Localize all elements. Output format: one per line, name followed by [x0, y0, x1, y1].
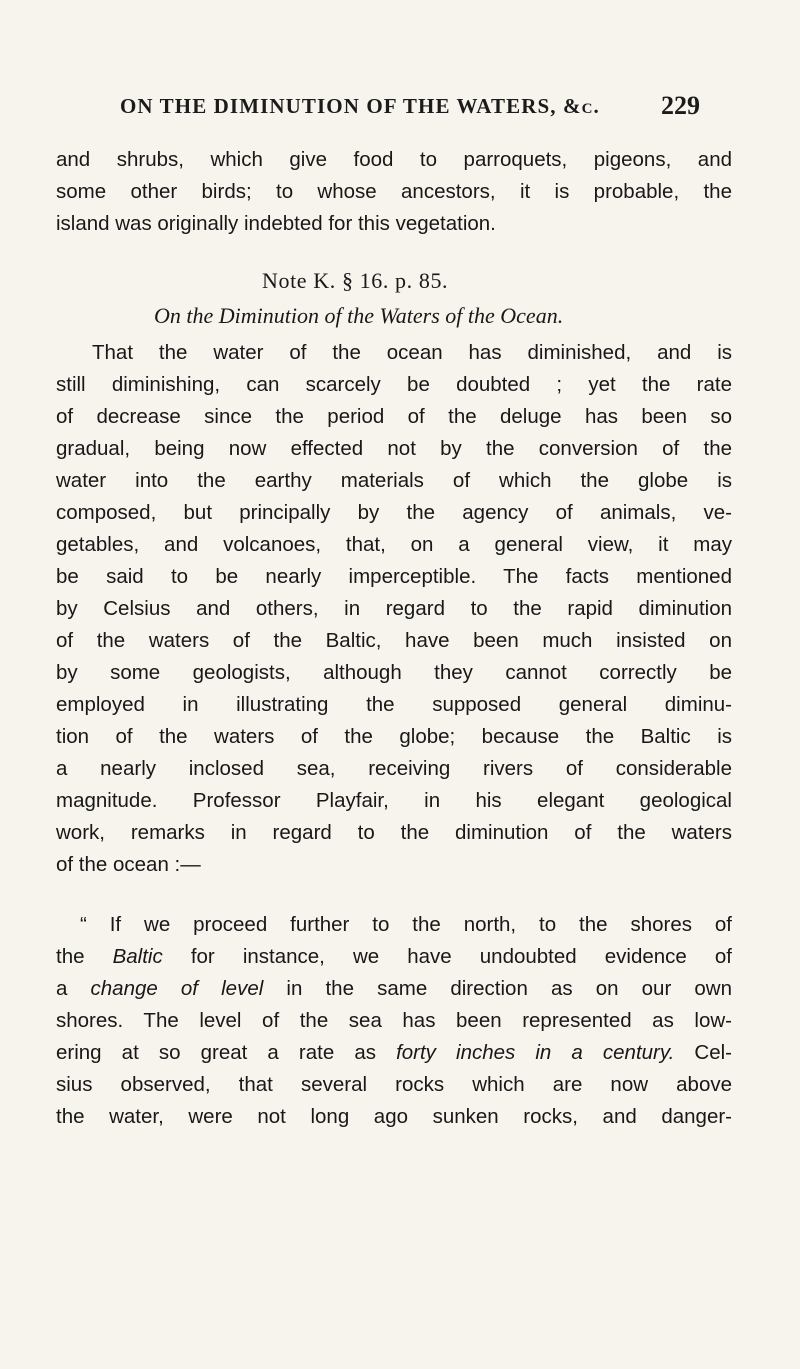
text-line: water into the earthy materials of which the globe is: [56, 469, 732, 492]
quote-line: sius observed, that several rocks which are now above: [56, 1073, 732, 1096]
text-line: That the water of the ocean has diminished, and is: [92, 341, 732, 364]
quote-text: in the same direction as on our own: [263, 977, 733, 1000]
quote-line: “ If we proceed further to the north, to the shores of: [80, 913, 732, 936]
text-line: by Celsius and others, in regard to the rapid diminution: [56, 597, 732, 620]
quote-text: the: [56, 945, 113, 968]
quote-line: the water, were not long ago sunken rocks, and danger-: [56, 1105, 732, 1128]
quote-line: [56, 942, 732, 972]
quote-line: shores. The level of the sea has been represented as low-: [56, 1009, 732, 1032]
text-line: and shrubs, which give food to parroquets, pigeons, and: [56, 148, 732, 171]
text-line: employed in illustrating the supposed general diminu-: [56, 693, 732, 716]
quote-emphasis: forty inches in a century.: [396, 1041, 675, 1064]
quote-text: ering at so great a rate as: [56, 1041, 397, 1064]
text-line: a nearly inclosed sea, receiving rivers of considerable: [56, 757, 732, 780]
text-line: of the ocean :—: [56, 853, 201, 876]
text-line: tion of the waters of the globe; because the Baltic is: [56, 725, 732, 748]
running-title: ON THE DIMINUTION OF THE WATERS, &c.: [120, 94, 600, 118]
quote-text: Cel-: [674, 1041, 732, 1064]
text-line: gradual, being now effected not by the conversion of the: [56, 437, 732, 460]
text-line: getables, and volcanoes, that, on a general view, it may: [56, 533, 732, 556]
text-line: work, remarks in regard to the diminution of the waters: [56, 821, 732, 844]
text-line: island was originally indebted for this vegetation.: [56, 212, 496, 235]
quote-emphasis: change of level: [90, 977, 264, 1000]
running-head: [80, 91, 700, 130]
text-line: by some geologists, although they cannot correctly be: [56, 661, 732, 684]
quote-line: [56, 974, 732, 1004]
text-line: still diminishing, can scarcely be doubted ; yet the rate: [56, 373, 732, 396]
text-line: magnitude. Professor Playfair, in his elegant geological: [56, 789, 732, 812]
text-line: some other birds; to whose ancestors, it is probable, the: [56, 180, 732, 203]
note-heading: Note K. § 16. p. 85.: [262, 268, 449, 293]
page-number: 229: [661, 91, 700, 120]
text-line: be said to be nearly imperceptible. The facts mentioned: [56, 565, 732, 588]
quote-text: for instance, we have undoubted evidence of: [162, 945, 733, 968]
note-subtitle: On the Diminution of the Waters of the Ocean.: [154, 303, 564, 328]
quote-emphasis: Baltic: [112, 945, 163, 968]
text-line: composed, but principally by the agency of animals, ve-: [56, 501, 732, 524]
quote-text: a: [56, 977, 91, 1000]
text-line: of the waters of the Baltic, have been much insisted on: [56, 629, 732, 652]
text-line: of decrease since the period of the deluge has been so: [56, 405, 732, 428]
quote-line: [56, 1038, 732, 1068]
